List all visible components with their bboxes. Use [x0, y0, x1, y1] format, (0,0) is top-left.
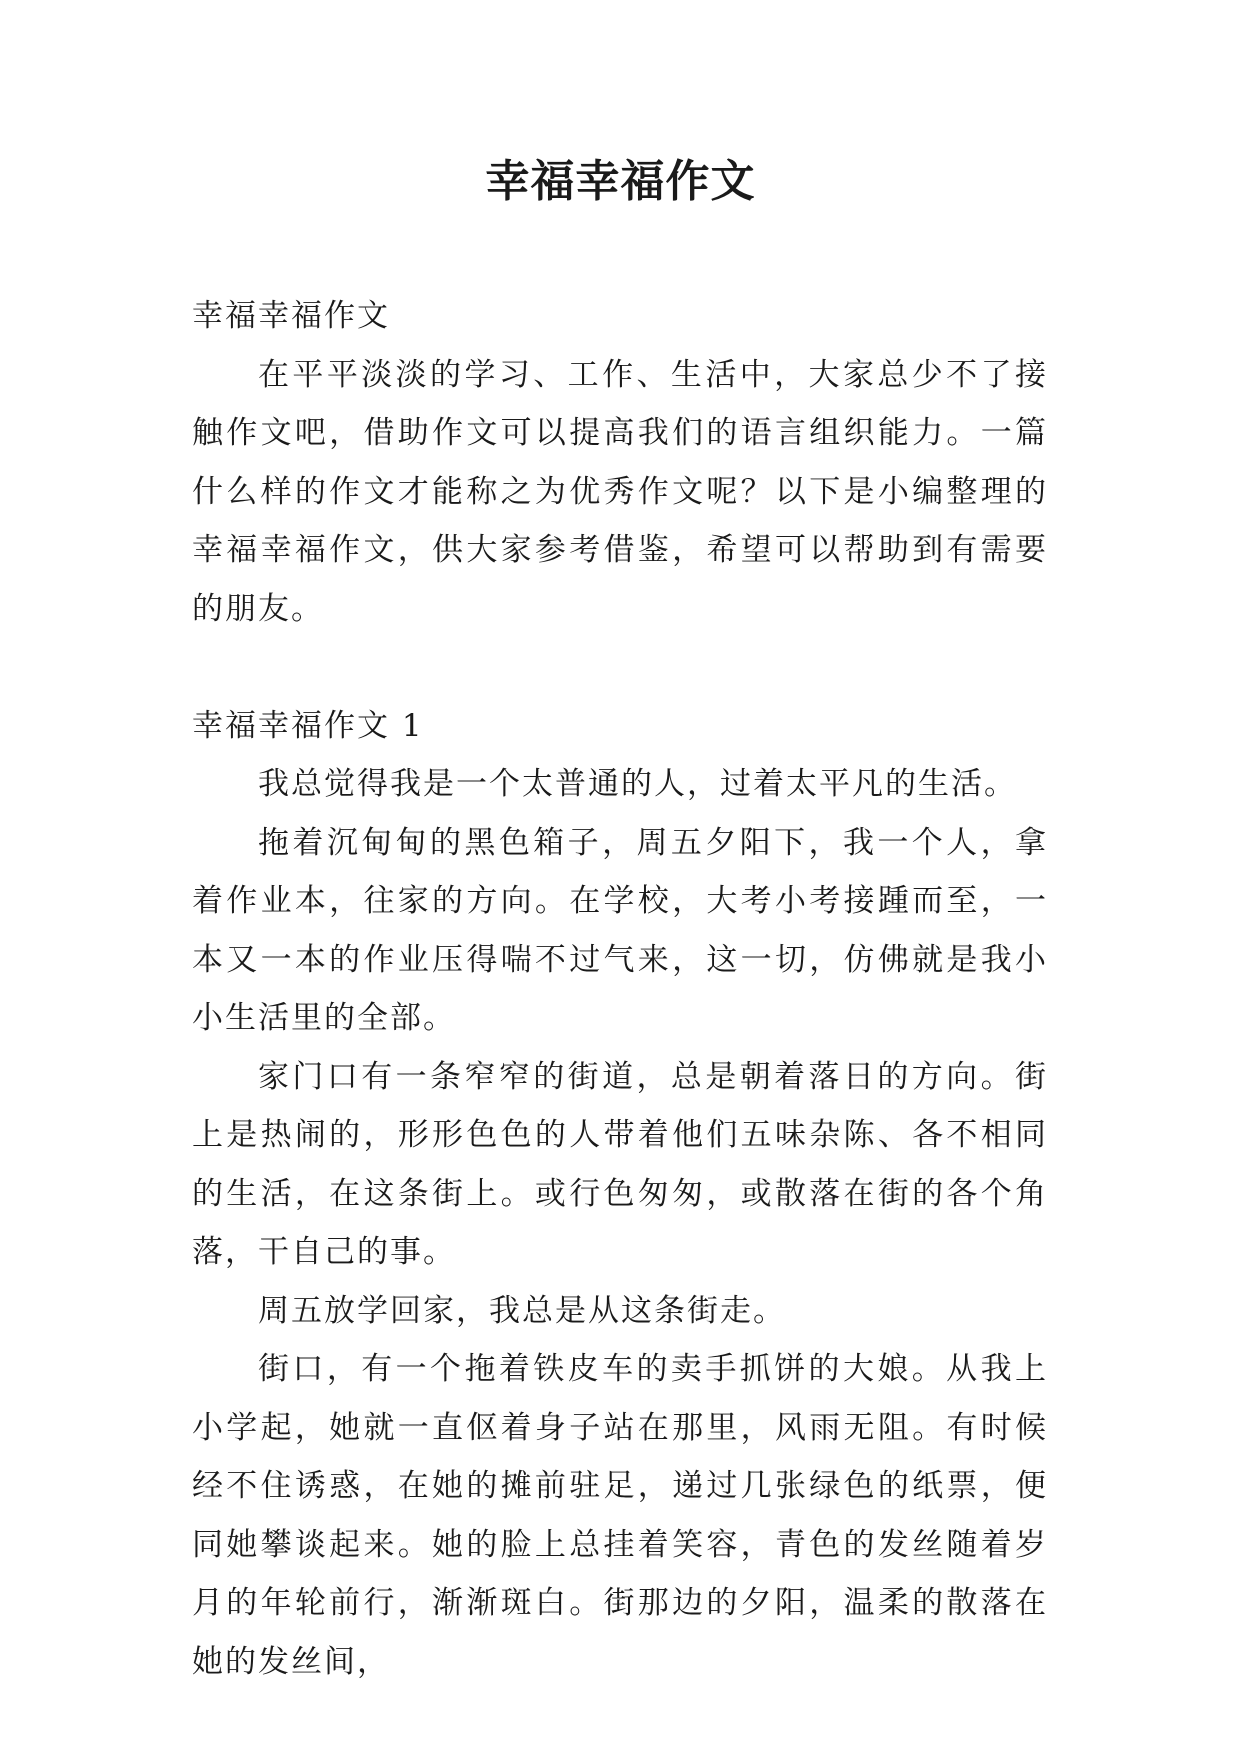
section-heading: 幸福幸福作文 1	[192, 707, 424, 744]
document-body	[192, 287, 1048, 1691]
paragraph: 街口，有一个拖着铁皮车的卖手抓饼的大娘。从我上小学起，她就一直伛着身子站在那里，风雨无阻。有时候经不住诱惑，在她的摊前驻足，递过几张绿色的纸票，便同她攀谈起来。她的脸上总挂着笑容，青色的发丝随着岁月的年轮前行，渐渐斑白。街那边的夕阳，温柔的散落在她的发丝间，	[192, 1351, 1048, 1680]
paragraph: 周五放学回家，我总是从这条街走。	[258, 1292, 786, 1329]
paragraph: 拖着沉甸甸的黑色箱子，周五夕阳下，我一个人，拿着作业本，往家的方向。在学校，大考小考接踵而至，一本又一本的作业压得喘不过气来，这一切，仿佛就是我小小生活里的全部。	[192, 824, 1048, 1036]
section-spacer	[192, 638, 1048, 697]
document-title: 幸福幸福作文	[485, 156, 756, 207]
section-heading: 幸福幸福作文	[192, 298, 390, 334]
paragraph: 家门口有一条窄窄的街道，总是朝着落日的方向。街上是热闹的，形形色色的人带着他们五味杂陈、各不相同的生活，在这条街上。或行色匆匆，或散落在街的各个角落，干自己的事。	[192, 1058, 1048, 1270]
paragraph: 在平平淡淡的学习、工作、生活中，大家总少不了接触作文吧，借助作文可以提高我们的语言组织能力。一篇什么样的作文才能称之为优秀作文呢？以下是小编整理的幸福幸福作文，供大家参考借鉴，希望可以帮助到有需要的朋友。	[192, 356, 1048, 627]
paragraph: 我总觉得我是一个太普通的人，过着太平凡的生活。	[258, 766, 1017, 802]
